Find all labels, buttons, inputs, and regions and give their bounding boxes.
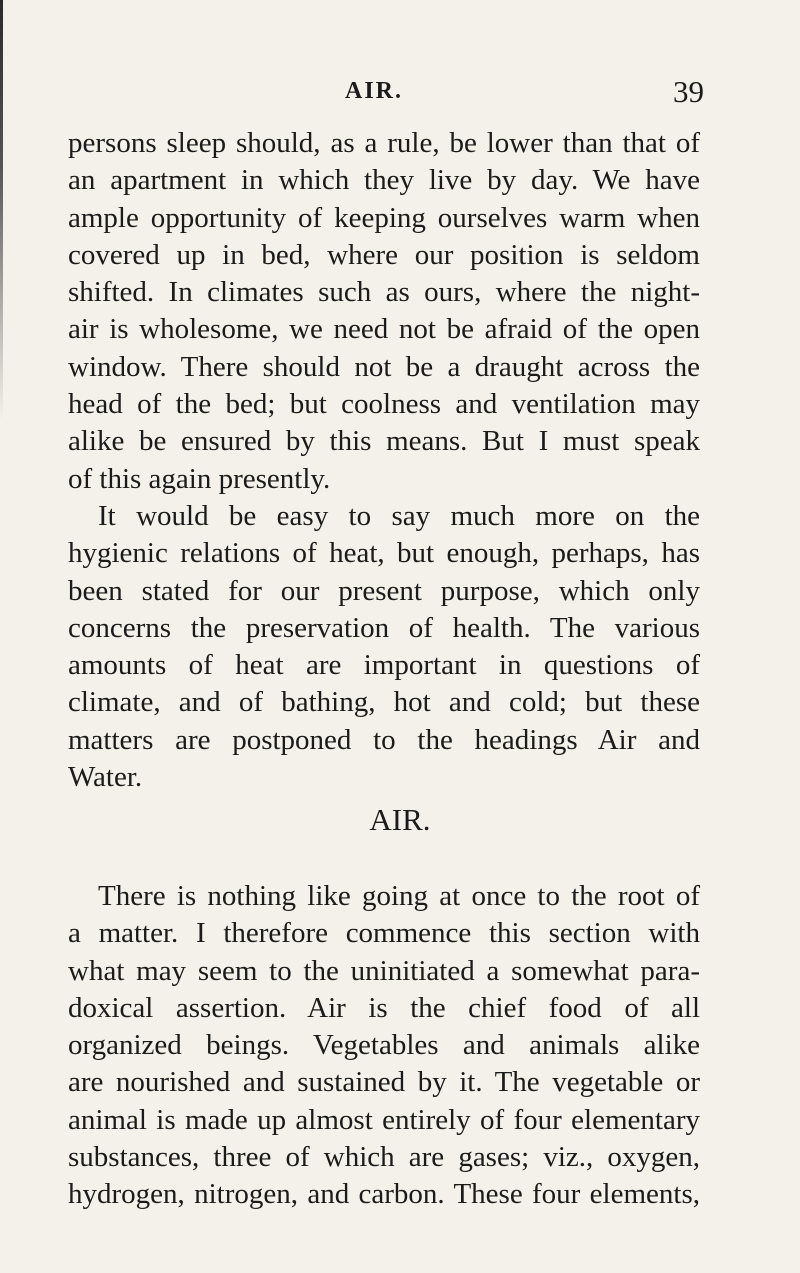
text-line: hygienic relations of heat, but enough, perhaps, has [68, 537, 700, 570]
text-line: are nourished and sustained by it. The vegetable or [68, 1066, 700, 1099]
text-line: concerns the preservation of health. The various [68, 611, 700, 644]
text-line: alike be ensured by this means. But I must speak [68, 425, 700, 458]
text-line: an apartment in which they live by day. We have [68, 164, 700, 197]
text-line: shifted. In climates such as ours, where the night- [68, 276, 700, 309]
text-line: of this again presently. [68, 462, 331, 495]
paragraph-air [68, 878, 700, 1214]
text-line: covered up in bed, where our position is seldom [68, 238, 700, 271]
running-head [0, 74, 800, 114]
section-heading: AIR. [369, 802, 431, 837]
text-line: amounts of heat are important in questions of [68, 649, 700, 682]
text-line: head of the bed; but coolness and ventilation may [68, 388, 700, 421]
page-number: 39 [673, 74, 704, 109]
text-line: window. There should not be a draught across the [68, 350, 700, 383]
text-line: There is nothing like going at once to the root of [98, 880, 700, 912]
text-line: matters are postponed to the headings Air and [68, 723, 700, 756]
text-line: ample opportunity of keeping ourselves warm when [68, 201, 700, 234]
text-line: persons sleep should, as a rule, be lower than that of [68, 127, 700, 159]
text-line: a matter. I therefore commence this section with [68, 917, 700, 950]
paragraph-continuation [68, 125, 700, 498]
running-title: AIR. [345, 78, 404, 104]
text-line: animal is made up almost entirely of four elementary [68, 1103, 700, 1136]
text-line: Water. [68, 761, 143, 794]
text-line: It would be easy to say much more on the [98, 500, 700, 532]
text-line: doxical assertion. Air is the chief food of all [68, 991, 700, 1024]
text-line: climate, and of bathing, hot and cold; but these [68, 686, 700, 719]
text-line: been stated for our present purpose, which only [68, 574, 700, 607]
text-line: organized beings. Vegetables and animals alike [68, 1029, 700, 1062]
text-line: hydrogen, nitrogen, and carbon. These four elements, [68, 1178, 700, 1211]
page-edge-shadow [0, 0, 3, 420]
text-line: air is wholesome, we need not be afraid of the open [68, 313, 700, 346]
text-line: what may seem to the uninitiated a somewhat para- [68, 954, 700, 987]
paragraph-heat [68, 498, 700, 796]
text-line: substances, three of which are gases; viz., oxygen, [68, 1141, 700, 1174]
